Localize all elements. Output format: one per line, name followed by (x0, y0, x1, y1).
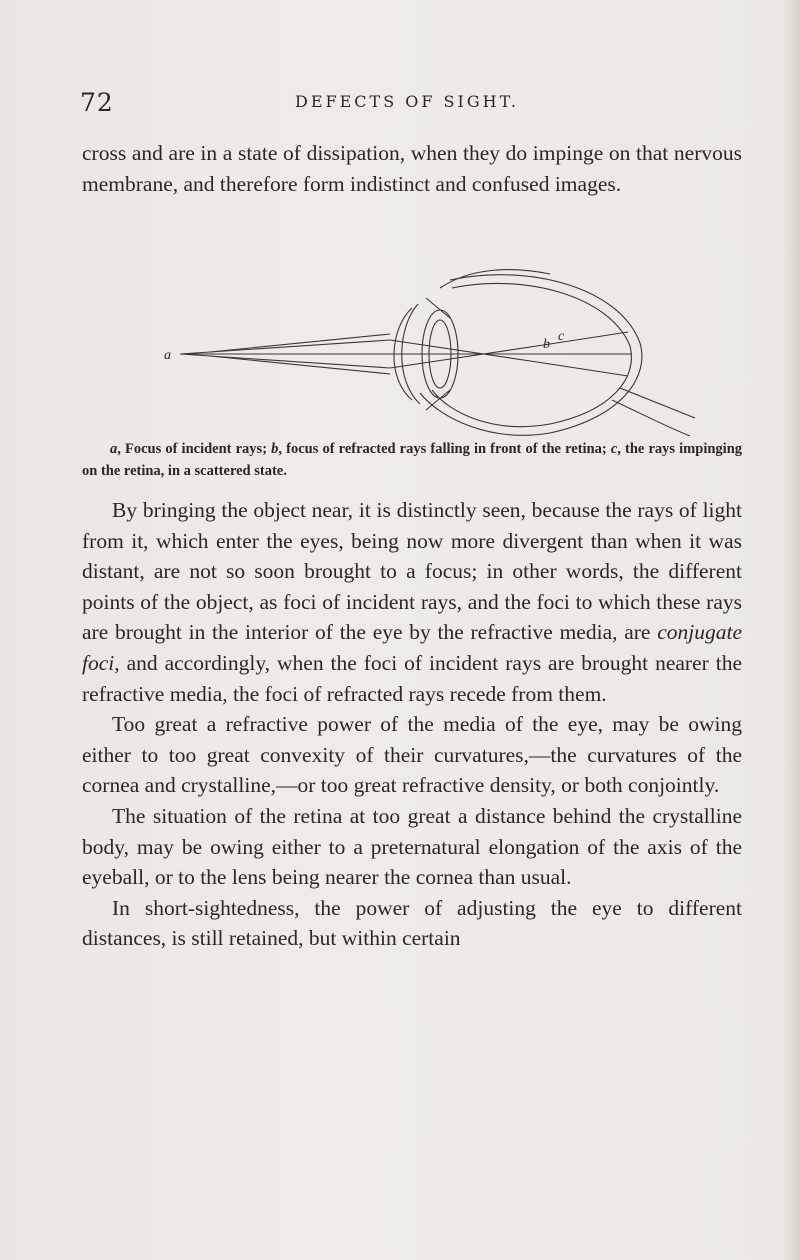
eye-diagram-figure (150, 268, 710, 438)
caption-text-c: , the rays impinging on the retina, in a scattered state. (82, 441, 743, 479)
page-number: 72 (80, 88, 114, 117)
incident-ray-lower-2 (210, 356, 390, 374)
paragraph-1 (82, 495, 742, 709)
caption-key-b: b (271, 441, 279, 457)
caption-text-a: , Focus of incident rays; (117, 441, 272, 457)
sclera-arc (440, 270, 550, 288)
optic-nerve-upper (620, 388, 695, 418)
running-head: DEFECTS OF SIGHT. (295, 92, 519, 111)
refracted-ray-1 (390, 340, 550, 364)
figure-caption (82, 438, 742, 482)
page-header (0, 88, 800, 118)
paragraph-1-part-1: By bringing the object near, it is distinctly seen, because the rays of light from it, which enter the eyes, being now more divergent than when it was distant, are not so soon brought to a focus; in other words, the different points of the object, as foci of incident rays, and the foci to which these rays are brought in the interior of the eye by the refractive media, are (82, 498, 742, 645)
label-c: c (558, 329, 565, 344)
paragraph-2: Too great a refractive power of the media of the eye, may be owing either to too great convexity of their curvatures,—the curvatures of the cornea and crystalline,—or too great refractive density, or both conjointly. (82, 712, 742, 798)
eye-diagram (150, 268, 710, 438)
iris-upper (426, 298, 450, 318)
refracted-ray-2 (390, 344, 550, 368)
label-a: a (164, 348, 171, 363)
body-text (82, 495, 742, 954)
paragraph-1-part-2: , and accordingly, when the foci of incident rays are brought nearer the refractive media, the foci of refracted rays recede from them. (82, 650, 742, 706)
incident-ray-upper-2 (210, 334, 390, 352)
label-b: b (543, 337, 550, 352)
optic-nerve-lower (612, 400, 690, 436)
scattered-ray-1 (550, 364, 628, 376)
caption-text-b: , focus of refracted rays falling in front of the retina; (278, 441, 611, 457)
caption-key-c: c (610, 441, 618, 457)
opening-paragraph-block (82, 138, 742, 199)
eyeball-outline (420, 275, 642, 436)
paragraph-4: In short-sightedness, the power of adjusting the eye to different distances, is still retained, but within certain (82, 895, 742, 951)
iris-lower (426, 390, 450, 410)
opening-paragraph: cross and are in a state of dissipation, when they do impinge on that nervous membrane, and therefore form indistinct and confused images. (82, 141, 742, 196)
caption-key-a: a (110, 441, 118, 457)
page-edge-shadow (782, 0, 800, 1260)
retina-outline (432, 283, 631, 426)
paragraph-1-italic: conjugate foci (82, 620, 742, 675)
paragraph-3: The situation of the retina at too great a distance behind the crystalline body, may be owing either to a preternatural elongation of the axis of the eyeball, or to the lens being nearer the cornea than usual. (82, 803, 742, 890)
